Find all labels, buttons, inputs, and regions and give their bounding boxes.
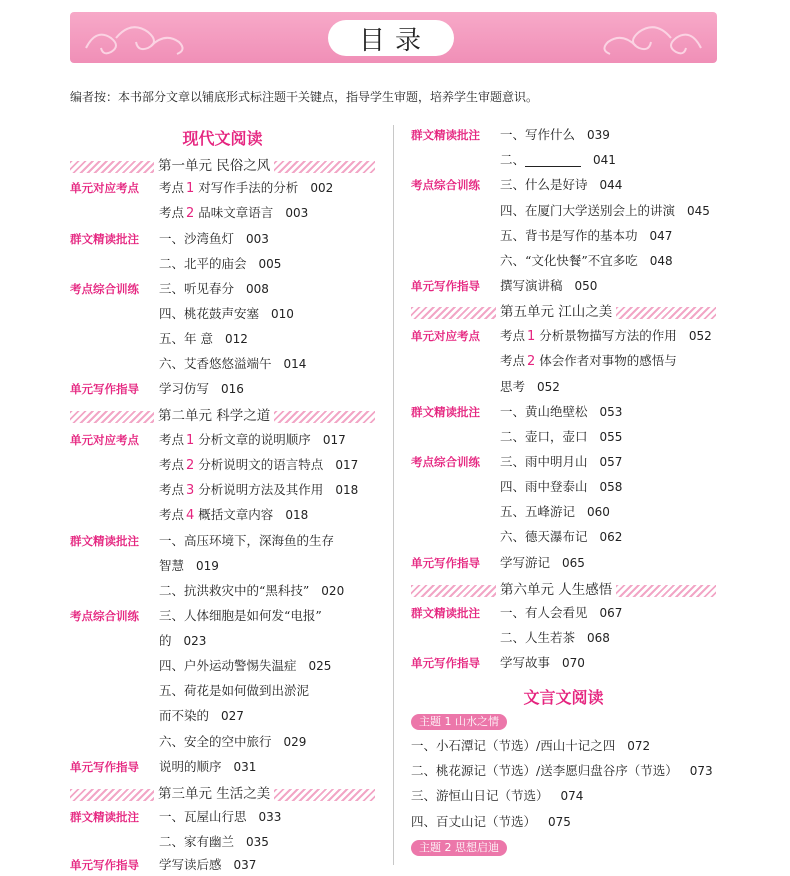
toc-entry[interactable]: 考点 2 分析说明文的语言特点 017 — [159, 457, 359, 473]
toc-entry[interactable]: 一、沙湾鱼灯 003 — [159, 231, 269, 246]
toc-entry[interactable]: 五、五峰游记 060 — [500, 504, 610, 519]
toc-entry[interactable]: 智慧 019 — [159, 558, 219, 573]
toc-entry[interactable]: 三、雨中明月山 057 — [500, 454, 623, 469]
toc-entry[interactable]: 四、桃花鼓声安塞 010 — [159, 306, 294, 321]
toc-entry[interactable]: 一、写作什么 039 — [500, 127, 610, 142]
toc-entry[interactable]: 考点 2 品味文章语言 003 — [159, 205, 309, 221]
category-label: 考点综合训练 — [411, 178, 480, 192]
category-label: 群文精读批注 — [70, 534, 139, 548]
category-label: 单元对应考点 — [70, 433, 139, 447]
toc-entry[interactable]: 三、人体细胞是如何发“电报” — [159, 608, 322, 623]
unit-header — [70, 157, 375, 177]
toc-entry[interactable]: 说明的顺序 031 — [159, 759, 257, 774]
toc-entry[interactable]: 而不染的 027 — [159, 708, 244, 723]
toc-entry[interactable]: 考点 1 分析文章的说明顺序 017 — [159, 432, 346, 448]
toc-entry[interactable]: 学写读后感 037 — [159, 857, 257, 872]
toc-entry[interactable]: 思考 052 — [500, 379, 560, 394]
toc-entry[interactable]: 五、背书是写作的基本功 047 — [500, 228, 673, 243]
category-label: 单元写作指导 — [70, 858, 139, 872]
editor-note: 编者按：本书部分文章以铺底形式标注题干关键点，指导学生审题，培养学生审题意识。 — [70, 90, 539, 104]
page-title: 目录 — [328, 20, 454, 56]
unit-title: 第二单元 科学之道 — [154, 405, 274, 427]
unit-title: 第五单元 江山之美 — [496, 301, 616, 323]
toc-entry[interactable]: 六、安全的空中旅行 029 — [159, 734, 307, 749]
toc-entry[interactable]: 一、有人会看见 067 — [500, 605, 623, 620]
toc-entry[interactable]: 五、荷花是如何做到出淤泥 — [159, 683, 310, 698]
toc-entry[interactable]: 四、百丈山记（节选） 075 — [411, 814, 571, 829]
category-label: 群文精读批注 — [411, 606, 480, 620]
toc-entry[interactable]: 四、在厦门大学送别会上的讲演 045 — [500, 203, 710, 218]
toc-entry[interactable]: 三、游恒山日记（节选） 074 — [411, 788, 584, 803]
section-heading-modern: 现代文阅读 — [182, 129, 263, 148]
toc-entry[interactable]: 考点 3 分析说明方法及其作用 018 — [159, 482, 359, 498]
category-label: 群文精读批注 — [70, 232, 139, 246]
unit-title: 第三单元 生活之美 — [154, 783, 274, 805]
toc-entry[interactable]: 的 023 — [159, 633, 207, 648]
toc-entry[interactable]: 二、 041 — [500, 152, 616, 167]
toc-entry[interactable]: 六、“文化快餐”不宜多吃 048 — [500, 253, 673, 268]
toc-entry[interactable]: 考点 4 概括文章内容 018 — [159, 507, 309, 523]
toc-entry[interactable]: 二、壶口，壶口 055 — [500, 429, 623, 444]
toc-entry[interactable]: 四、雨中登泰山 058 — [500, 479, 623, 494]
category-label: 单元写作指导 — [411, 656, 480, 670]
category-label: 群文精读批注 — [411, 128, 480, 142]
toc-entry[interactable]: 一、黄山绝壁松 053 — [500, 404, 623, 419]
toc-entry[interactable]: 三、听见春分 008 — [159, 281, 269, 296]
section-heading-classical: 文言文阅读 — [523, 688, 604, 707]
toc-entry[interactable]: 撰写演讲稿 050 — [500, 278, 598, 293]
unit-title: 第六单元 人生感悟 — [496, 579, 616, 601]
toc-entry[interactable]: 二、家有幽兰 035 — [159, 834, 269, 849]
category-label: 单元写作指导 — [411, 556, 480, 570]
toc-entry[interactable]: 二、人生若茶 068 — [500, 630, 610, 645]
toc-entry[interactable]: 六、艾香悠悠溢端午 014 — [159, 356, 307, 371]
category-label: 群文精读批注 — [70, 810, 139, 824]
toc-entry[interactable]: 一、瓦屋山行思 033 — [159, 809, 282, 824]
header-banner — [70, 12, 717, 63]
toc-entry[interactable]: 一、小石潭记（节选）/西山十记之四 072 — [411, 738, 651, 753]
category-label: 群文精读批注 — [411, 405, 480, 419]
toc-entry[interactable]: 六、德天瀑布记 062 — [500, 529, 623, 544]
toc-entry[interactable]: 学写故事 070 — [500, 655, 585, 670]
unit-header — [70, 785, 375, 805]
cloud-pattern-icon — [76, 18, 196, 58]
category-label: 单元对应考点 — [411, 329, 480, 343]
toc-entry[interactable]: 学习仿写 016 — [159, 381, 244, 396]
toc-entry[interactable]: 学写游记 065 — [500, 555, 585, 570]
unit-title: 第一单元 民俗之风 — [154, 155, 274, 177]
toc-entry[interactable]: 四、户外运动警惕失温症 025 — [159, 658, 332, 673]
category-label: 考点综合训练 — [70, 282, 139, 296]
toc-entry[interactable]: 二、北平的庙会 005 — [159, 256, 282, 271]
unit-header — [411, 303, 716, 323]
cloud-pattern-icon — [591, 18, 711, 58]
category-label: 考点综合训练 — [411, 455, 480, 469]
theme-tag: 主题 2 思想启迪 — [411, 840, 507, 856]
category-label: 考点综合训练 — [70, 609, 139, 623]
toc-entry[interactable]: 考点 1 分析景物描写方法的作用 052 — [500, 328, 712, 344]
toc-entry[interactable]: 二、桃花源记（节选）/送李愿归盘谷序（节选） 073 — [411, 763, 713, 778]
toc-entry[interactable]: 考点 2 体会作者对事物的感悟与 — [500, 353, 677, 369]
column-divider — [393, 125, 394, 865]
toc-entry[interactable]: 考点 1 对写作手法的分析 002 — [159, 180, 334, 196]
unit-header — [411, 581, 716, 601]
toc-entry[interactable]: 五、年 意 012 — [159, 331, 248, 346]
theme-tag: 主题 1 山水之情 — [411, 714, 507, 730]
category-label: 单元写作指导 — [411, 279, 480, 293]
toc-entry[interactable]: 二、抗洪救灾中的“黑科技” 020 — [159, 583, 345, 598]
category-label: 单元写作指导 — [70, 382, 139, 396]
toc-entry[interactable]: 三、什么是好诗 044 — [500, 177, 623, 192]
unit-header — [70, 407, 375, 427]
blank-title-line — [525, 154, 581, 167]
category-label: 单元写作指导 — [70, 760, 139, 774]
toc-entry[interactable]: 一、高压环境下，深海鱼的生存 — [159, 533, 335, 548]
category-label: 单元对应考点 — [70, 181, 139, 195]
